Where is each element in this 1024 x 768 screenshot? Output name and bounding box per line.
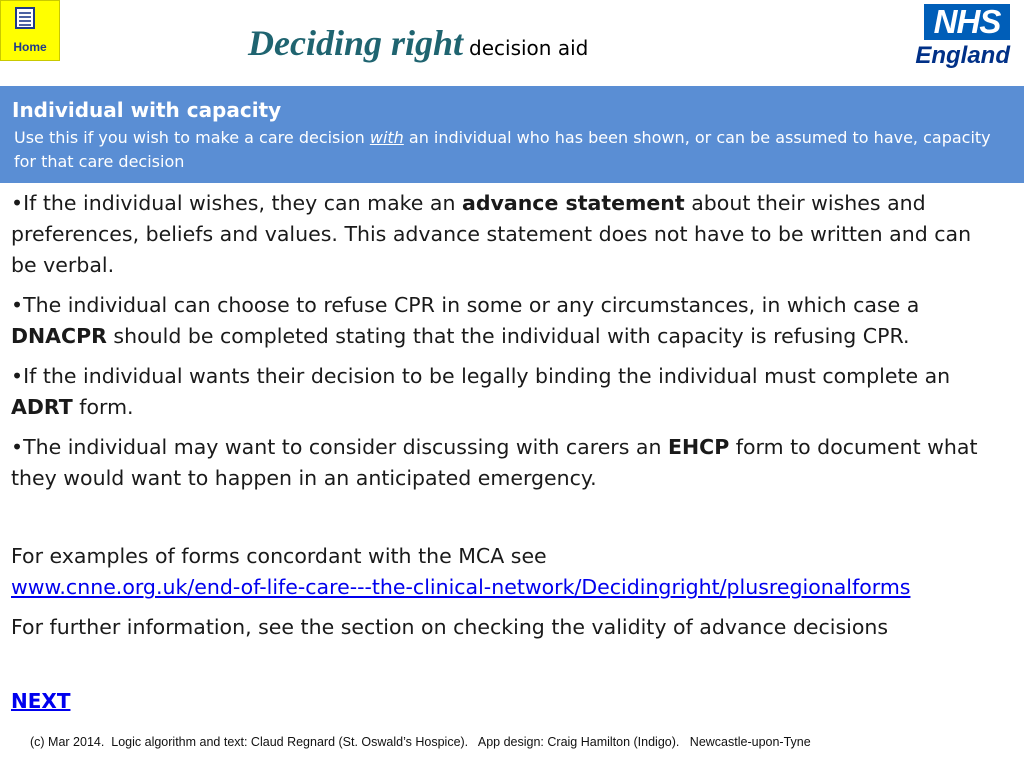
nhs-england-logo xyxy=(908,4,1018,70)
forms-link[interactable]: www.cnne.org.uk/end-of-life-care---the-clinical-network/Decidingright/plusregionalforms xyxy=(11,575,911,599)
home-button[interactable] xyxy=(0,0,60,61)
bullet-text: •The individual can choose to refuse CPR in some or any circumstances, in which case a xyxy=(11,293,920,317)
title-main: Deciding right xyxy=(248,23,464,63)
banner-desc-emphasis: with xyxy=(369,128,404,147)
main-content xyxy=(11,188,1001,643)
bullet-text: •The individual may want to consider discussing with carers an xyxy=(11,435,669,459)
bullet-text: form to document what they would want to happen in an anticipated emergency. xyxy=(11,435,978,490)
document-icon xyxy=(15,7,35,29)
banner-desc-before: Use this if you wish to make a care decision xyxy=(14,128,370,147)
bullet-bold-term: ADRT xyxy=(11,395,73,419)
bullet-text: should be completed stating that the individual with capacity is refusing CPR. xyxy=(106,324,910,348)
banner-desc-after: an individual who has been shown, or can be assumed to have, capacity for that care decision xyxy=(14,128,991,171)
bullet-bold-term: advance statement xyxy=(462,191,685,215)
bullet-adrt xyxy=(11,361,1001,423)
bullet-dnacpr xyxy=(11,290,1001,352)
examples-text: For examples of forms concordant with the MCA see xyxy=(11,544,547,568)
bullet-bold-term: EHCP xyxy=(668,435,730,459)
bullet-bold-term: DNACPR xyxy=(11,324,107,348)
footer-credits: (c) Mar 2014. Logic algorithm and text: Claud Regnard (St. Oswald’s Hospice). App design: Craig Hamilton (Indigo). Newcastle-upon-Tyne xyxy=(30,735,811,749)
next-link[interactable]: NEXT xyxy=(11,689,71,713)
bullet-text: •If the individual wishes, they can make an xyxy=(11,191,462,215)
bullet-ehcp xyxy=(11,432,1001,494)
banner-description xyxy=(12,126,1012,174)
section-banner xyxy=(0,86,1024,183)
bullet-text: about their wishes and preferences, beliefs and values. This advance statement does not have to be written and can be verbal. xyxy=(11,191,972,277)
spacer xyxy=(11,503,1001,541)
bullet-text: form. xyxy=(72,395,134,419)
bullet-text: •If the individual wants their decision to be legally binding the individual must complete an xyxy=(11,364,951,388)
banner-title: Individual with capacity xyxy=(12,98,282,122)
nhs-logo-text: NHS xyxy=(924,4,1010,40)
home-label: Home xyxy=(13,40,47,54)
bullet-advance-statement xyxy=(11,188,1001,281)
further-info-text: For further information, see the section on checking the validity of advance decisions xyxy=(11,615,889,639)
page-title xyxy=(248,22,588,64)
nhs-logo-subtext: England xyxy=(915,42,1010,69)
title-sub: decision aid xyxy=(469,36,589,60)
